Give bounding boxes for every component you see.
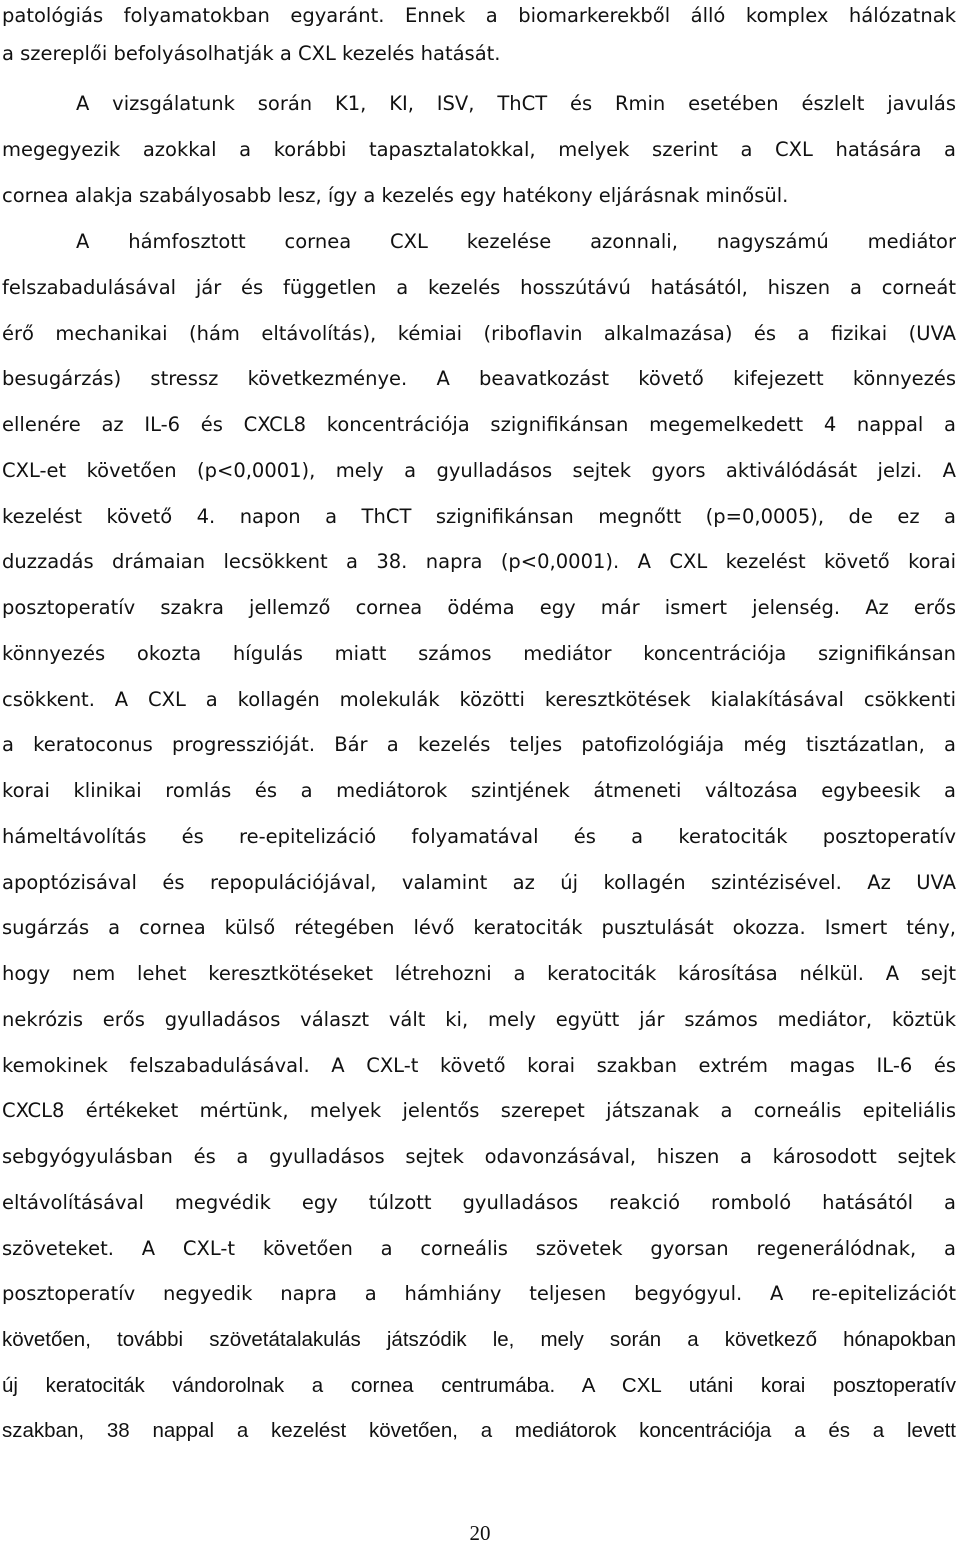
text-line: kemokinek felszabadulásával. A CXL-t követő korai szakban extrém magas IL-6 és <box>2 1054 956 1077</box>
text-line: érő mechanikai (hám eltávolítás), kémiai (riboflavin alkalmazása) és a fizikai (UVA <box>2 322 956 345</box>
text-line: posztoperatív negyedik napra a hámhiány teljesen begyógyul. A re-epitelizációt <box>2 1282 956 1305</box>
text-line: patológiás folyamatokban egyaránt. Ennek a biomarkerekből álló komplex hálózatnak <box>2 4 956 27</box>
text-line: cornea alakja szabályosabb lesz, így a kezelés egy hatékony eljárásnak minősül. <box>2 184 789 207</box>
text-line: korai klinikai romlás és a mediátorok szintjének átmeneti változása egybeesik a <box>2 779 956 802</box>
page-number: 20 <box>469 1521 491 1545</box>
text-line: csökkent. A CXL a kollagén molekulák közötti keresztkötések kialakításával csökkenti <box>2 688 956 711</box>
text-line: ellenére az IL-6 és CXCL8 koncentrációja szignifikánsan megemelkedett 4 nappal a <box>2 413 956 436</box>
text-line: CXL-et követően (p<0,0001), mely a gyulladásos sejtek gyors aktiválódását jelzi. A <box>2 459 956 482</box>
text-line: sebgyógyulásban és a gyulladásos sejtek odavonzásával, hiszen a károsodott sejtek <box>2 1145 956 1168</box>
text-line: hogy nem lehet keresztkötéseket létrehozni a keratociták károsítása nélkül. A sejt <box>2 962 956 985</box>
text-line: követően, további szövetátalakulás játszódik le, mely során a következő hónapokban <box>2 1328 956 1351</box>
text-line: szöveteket. A CXL-t követően a corneális szövetek gyorsan regenerálódnak, a <box>2 1237 956 1260</box>
text-line: A vizsgálatunk során K1, KI, ISV, ThCT és Rmin esetében észlelt javulás <box>76 92 956 115</box>
text-line: nekrózis erős gyulladásos választ vált ki, mely együtt jár számos mediátor, köztük <box>2 1008 956 1031</box>
text-line: besugárzás) stressz következménye. A beavatkozást követő kifejezett könnyezés <box>2 367 956 390</box>
text-line: könnyezés okozta hígulás miatt számos mediátor koncentrációja szignifikánsan <box>2 642 956 665</box>
text-line: apoptózisával és repopulációjával, valamint az új kollagén szintézisével. Az UVA <box>2 871 956 894</box>
text-line: eltávolításával megvédik egy túlzott gyulladásos reakció romboló hatásától a <box>2 1191 956 1214</box>
text-line: sugárzás a cornea külső rétegében lévő keratociták pusztulását okozza. Ismert tény, <box>2 916 956 939</box>
text-line: új keratociták vándorolnak a cornea centrumába. A CXL utáni korai posztoperatív <box>2 1374 956 1397</box>
text-line: a keratoconus progresszióját. Bár a kezelés teljes patofizológiája még tisztázatlan, a <box>2 733 956 756</box>
text-line: kezelést követő 4. napon a ThCT szignifikánsan megnőtt (p=0,0005), de ez a <box>2 505 956 528</box>
text-line: a szereplői befolyásolhatják a CXL kezelés hatását. <box>2 42 501 65</box>
text-line: hámeltávolítás és re-epitelizáció folyamatával és a keratociták posztoperatív <box>2 825 956 848</box>
text-line: CXCL8 értékeket mértünk, melyek jelentős szerepet játszanak a corneális epiteliális <box>2 1099 956 1122</box>
text-line: A hámfosztott cornea CXL kezelése azonnali, nagyszámú mediátor <box>76 230 956 253</box>
text-line: felszabadulásával jár és független a kezelés hosszútávú hatásától, hiszen a corneát <box>2 276 956 299</box>
text-line: duzzadás drámaian lecsökkent a 38. napra (p<0,0001). A CXL kezelést követő korai <box>2 550 956 573</box>
text-line: megegyezik azokkal a korábbi tapasztalatokkal, melyek szerint a CXL hatására a <box>2 138 956 161</box>
text-line: posztoperatív szakra jellemző cornea ödéma egy már ismert jelenség. Az erős <box>2 596 956 619</box>
text-line: szakban, 38 nappal a kezelést követően, a mediátorok koncentrációja a és a levett <box>2 1419 956 1442</box>
